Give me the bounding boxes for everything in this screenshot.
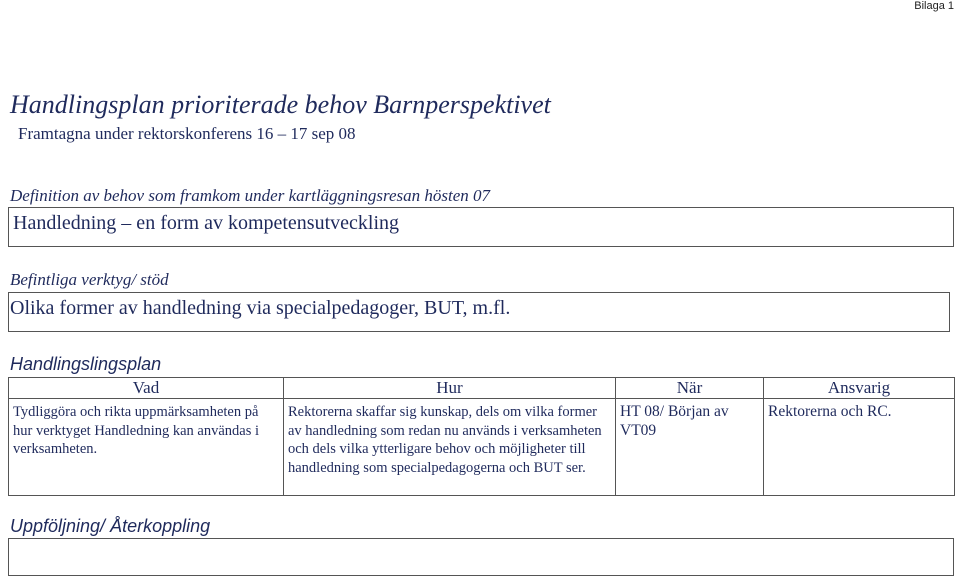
cell-ansvarig: Rektorerna och RC. bbox=[764, 399, 955, 496]
tools-value: Olika former av handledning via specialpedagoger, BUT, m.fl. bbox=[10, 297, 511, 319]
document-title: Handlingsplan prioriterade behov Barnperspektivet bbox=[10, 90, 551, 119]
table-row bbox=[9, 399, 955, 496]
cell-nar: HT 08/ Början av VT09 bbox=[616, 399, 764, 496]
plan-table bbox=[8, 377, 955, 496]
column-header-vad: Vad bbox=[9, 378, 284, 399]
followup-box bbox=[8, 538, 954, 576]
plan-heading: Handlingslingsplan bbox=[10, 354, 162, 374]
column-header-hur: Hur bbox=[284, 378, 616, 399]
tools-heading: Befintliga verktyg/ stöd bbox=[10, 270, 169, 289]
page-label: Bilaga 1 bbox=[914, 0, 954, 12]
tools-box bbox=[8, 292, 950, 332]
definition-box bbox=[8, 207, 954, 247]
cell-hur: Rektorerna skaffar sig kunskap, dels om vilka former av handledning som redan nu används i verksamheten och dels vilka ytterligare behov och möjligheter till handledning som specialpedagogerna och BUT ser. bbox=[284, 399, 616, 496]
cell-vad: Tydliggöra och rikta uppmärksamheten på hur verktyget Handledning kan användas i verksamheten. bbox=[9, 399, 284, 496]
column-header-ansvarig: Ansvarig bbox=[764, 378, 955, 399]
document-subtitle: Framtagna under rektorskonferens 16 – 17 sep 08 bbox=[18, 124, 356, 143]
followup-heading: Uppföljning/ Återkoppling bbox=[10, 516, 211, 536]
column-header-nar: När bbox=[616, 378, 764, 399]
definition-value: Handledning – en form av kompetensutveckling bbox=[13, 212, 400, 234]
definition-heading: Definition av behov som framkom under kartläggningsresan hösten 07 bbox=[10, 186, 491, 205]
plan-header-row bbox=[9, 378, 955, 399]
